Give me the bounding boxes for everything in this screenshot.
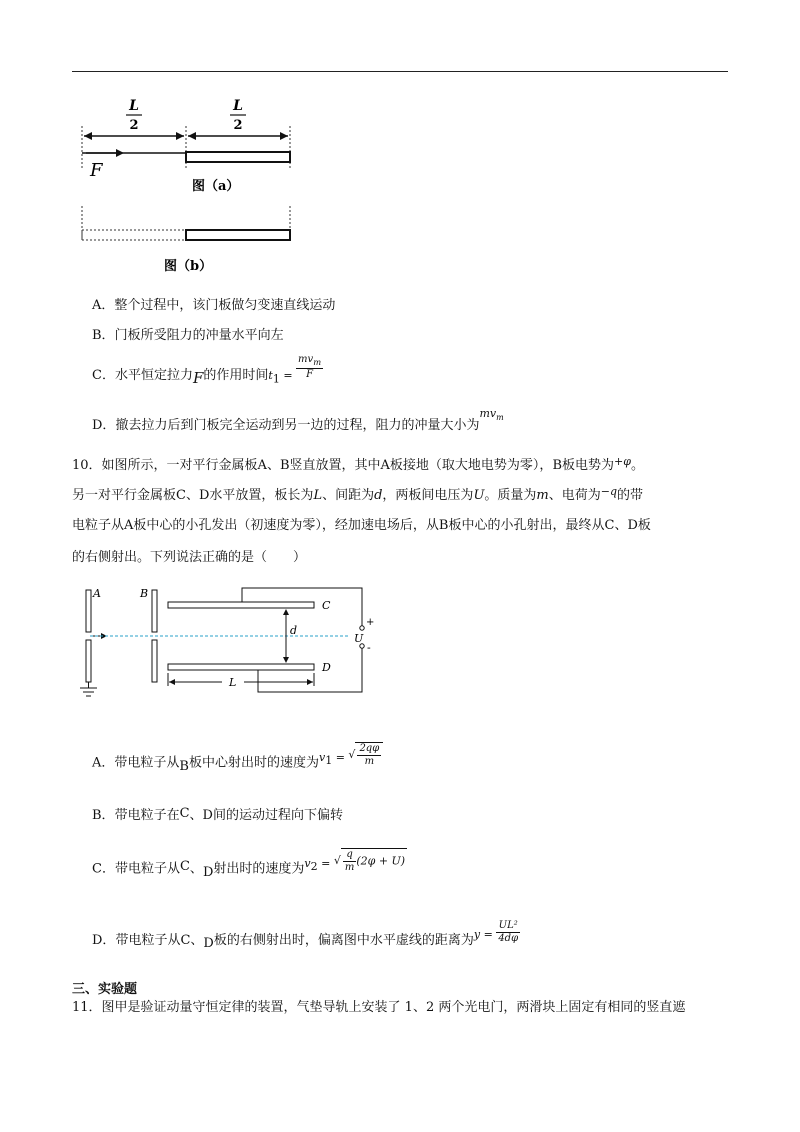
q10-a-sqrt: √ $\frac{2q\varphi}{m}$: [348, 742, 383, 768]
q10-option-b: B．带电粒子在C、D间的运动过程向下偏转: [92, 806, 343, 823]
plate-b-lower: [152, 640, 157, 682]
q9-option-a: A．整个过程中，该门板做匀变速直线运动: [92, 298, 336, 313]
q9-option-c: C．水平恒定拉力F的作用时间$t_1$ = $\frac{mv_m}{F}$: [92, 354, 322, 387]
q10-c-sqrt: √ $\frac{q}{m}$ (2φ + U): [333, 849, 406, 873]
figure-parallel-plates: [72, 584, 382, 706]
label-plus: +: [366, 617, 375, 628]
plate-d: [168, 664, 314, 670]
label-b: B: [140, 587, 149, 600]
q10-d-fraction: $\frac{\text{UL²}}{4d\varphi}$: [498, 920, 519, 944]
plate-a-upper: [86, 590, 91, 632]
q11-stem: 11．图甲是验证动量守恒定律的装置，气垫导轨上安装了 1、2 两个光电门，两滑块上固定有相同的竖直遮: [72, 1000, 686, 1015]
figure-door-panels: [72, 96, 312, 280]
q9-d-expr: mvm: [479, 407, 504, 423]
q10-stem-line2: 另一对平行金属板C、D水平放置，板长为L、间距为d，两板间电压为U。质量为m、电荷为$^{-q}$的带: [72, 485, 644, 503]
label-l: L: [229, 676, 237, 689]
fig-a-label-L-right: L: [233, 98, 243, 114]
q10-stem-line3: 电粒子从A板中心的小孔发出（初速度为零），经加速电场后，从B板中心的小孔射出，最终从C、D板: [72, 518, 651, 533]
fig-b-door-panel: [186, 230, 290, 240]
label-a: A: [93, 587, 101, 600]
label-d-gap: d: [290, 624, 298, 637]
q10-option-a: A．带电粒子从B板中心射出时的速度为$^v_1$ = √ $\frac{2q\varphi}{m}$: [92, 750, 383, 777]
plate-c: [168, 602, 314, 608]
terminal-plus: [360, 626, 364, 630]
q10-stem-line1: 10．如图所示，一对平行金属板A、B竖直放置，其中A板接地（取大地电势为零），B板电势为$^{+\varphi}$。: [72, 455, 644, 473]
plate-b-upper: [152, 590, 157, 632]
section-heading: 三、实验题: [72, 982, 138, 997]
fig-a-label-L-left: L: [129, 98, 139, 114]
force-arrow-icon: [116, 149, 124, 157]
label-u: U: [354, 632, 364, 645]
label-d: D: [322, 661, 331, 674]
fig-b-ghost-panel: [82, 230, 186, 240]
q10-stem-line4: 的右侧射出。下列说法正确的是（ ）: [72, 550, 307, 565]
label-minus: -: [367, 641, 371, 654]
fig-a-label-2-left: 2: [129, 118, 139, 133]
fig-b-caption: 图（b）: [164, 259, 213, 274]
fig-a-door-panel: [186, 152, 290, 162]
plate-a-lower: [86, 640, 91, 682]
q10-option-d: D．带电粒子从C、D板的右侧射出时，偏离图中水平虚线的距离为$^y$ = $\frac{\text{UL²}}{4d\varphi}$: [92, 920, 519, 951]
q9-option-b: B．门板所受阻力的冲量水平向左: [92, 328, 284, 343]
header-rule: [72, 71, 728, 72]
label-c: C: [322, 599, 331, 612]
fig-a-caption: 图（a）: [192, 179, 240, 194]
fig-a-force-label: F: [90, 160, 103, 181]
q10-option-c: C．带电粒子从C、D射出时的速度为$^v_2$ = √ $\frac{q}{m}$ (2φ + U): [92, 849, 406, 880]
fig-a-label-2-right: 2: [233, 118, 243, 133]
q9-c-fraction: $\frac{mv_m}{F}$: [298, 354, 322, 380]
q9-option-d: D．撤去拉力后到门板完全运动到另一边的过程，阻力的冲量大小为$^{mv_m}$: [92, 407, 504, 433]
